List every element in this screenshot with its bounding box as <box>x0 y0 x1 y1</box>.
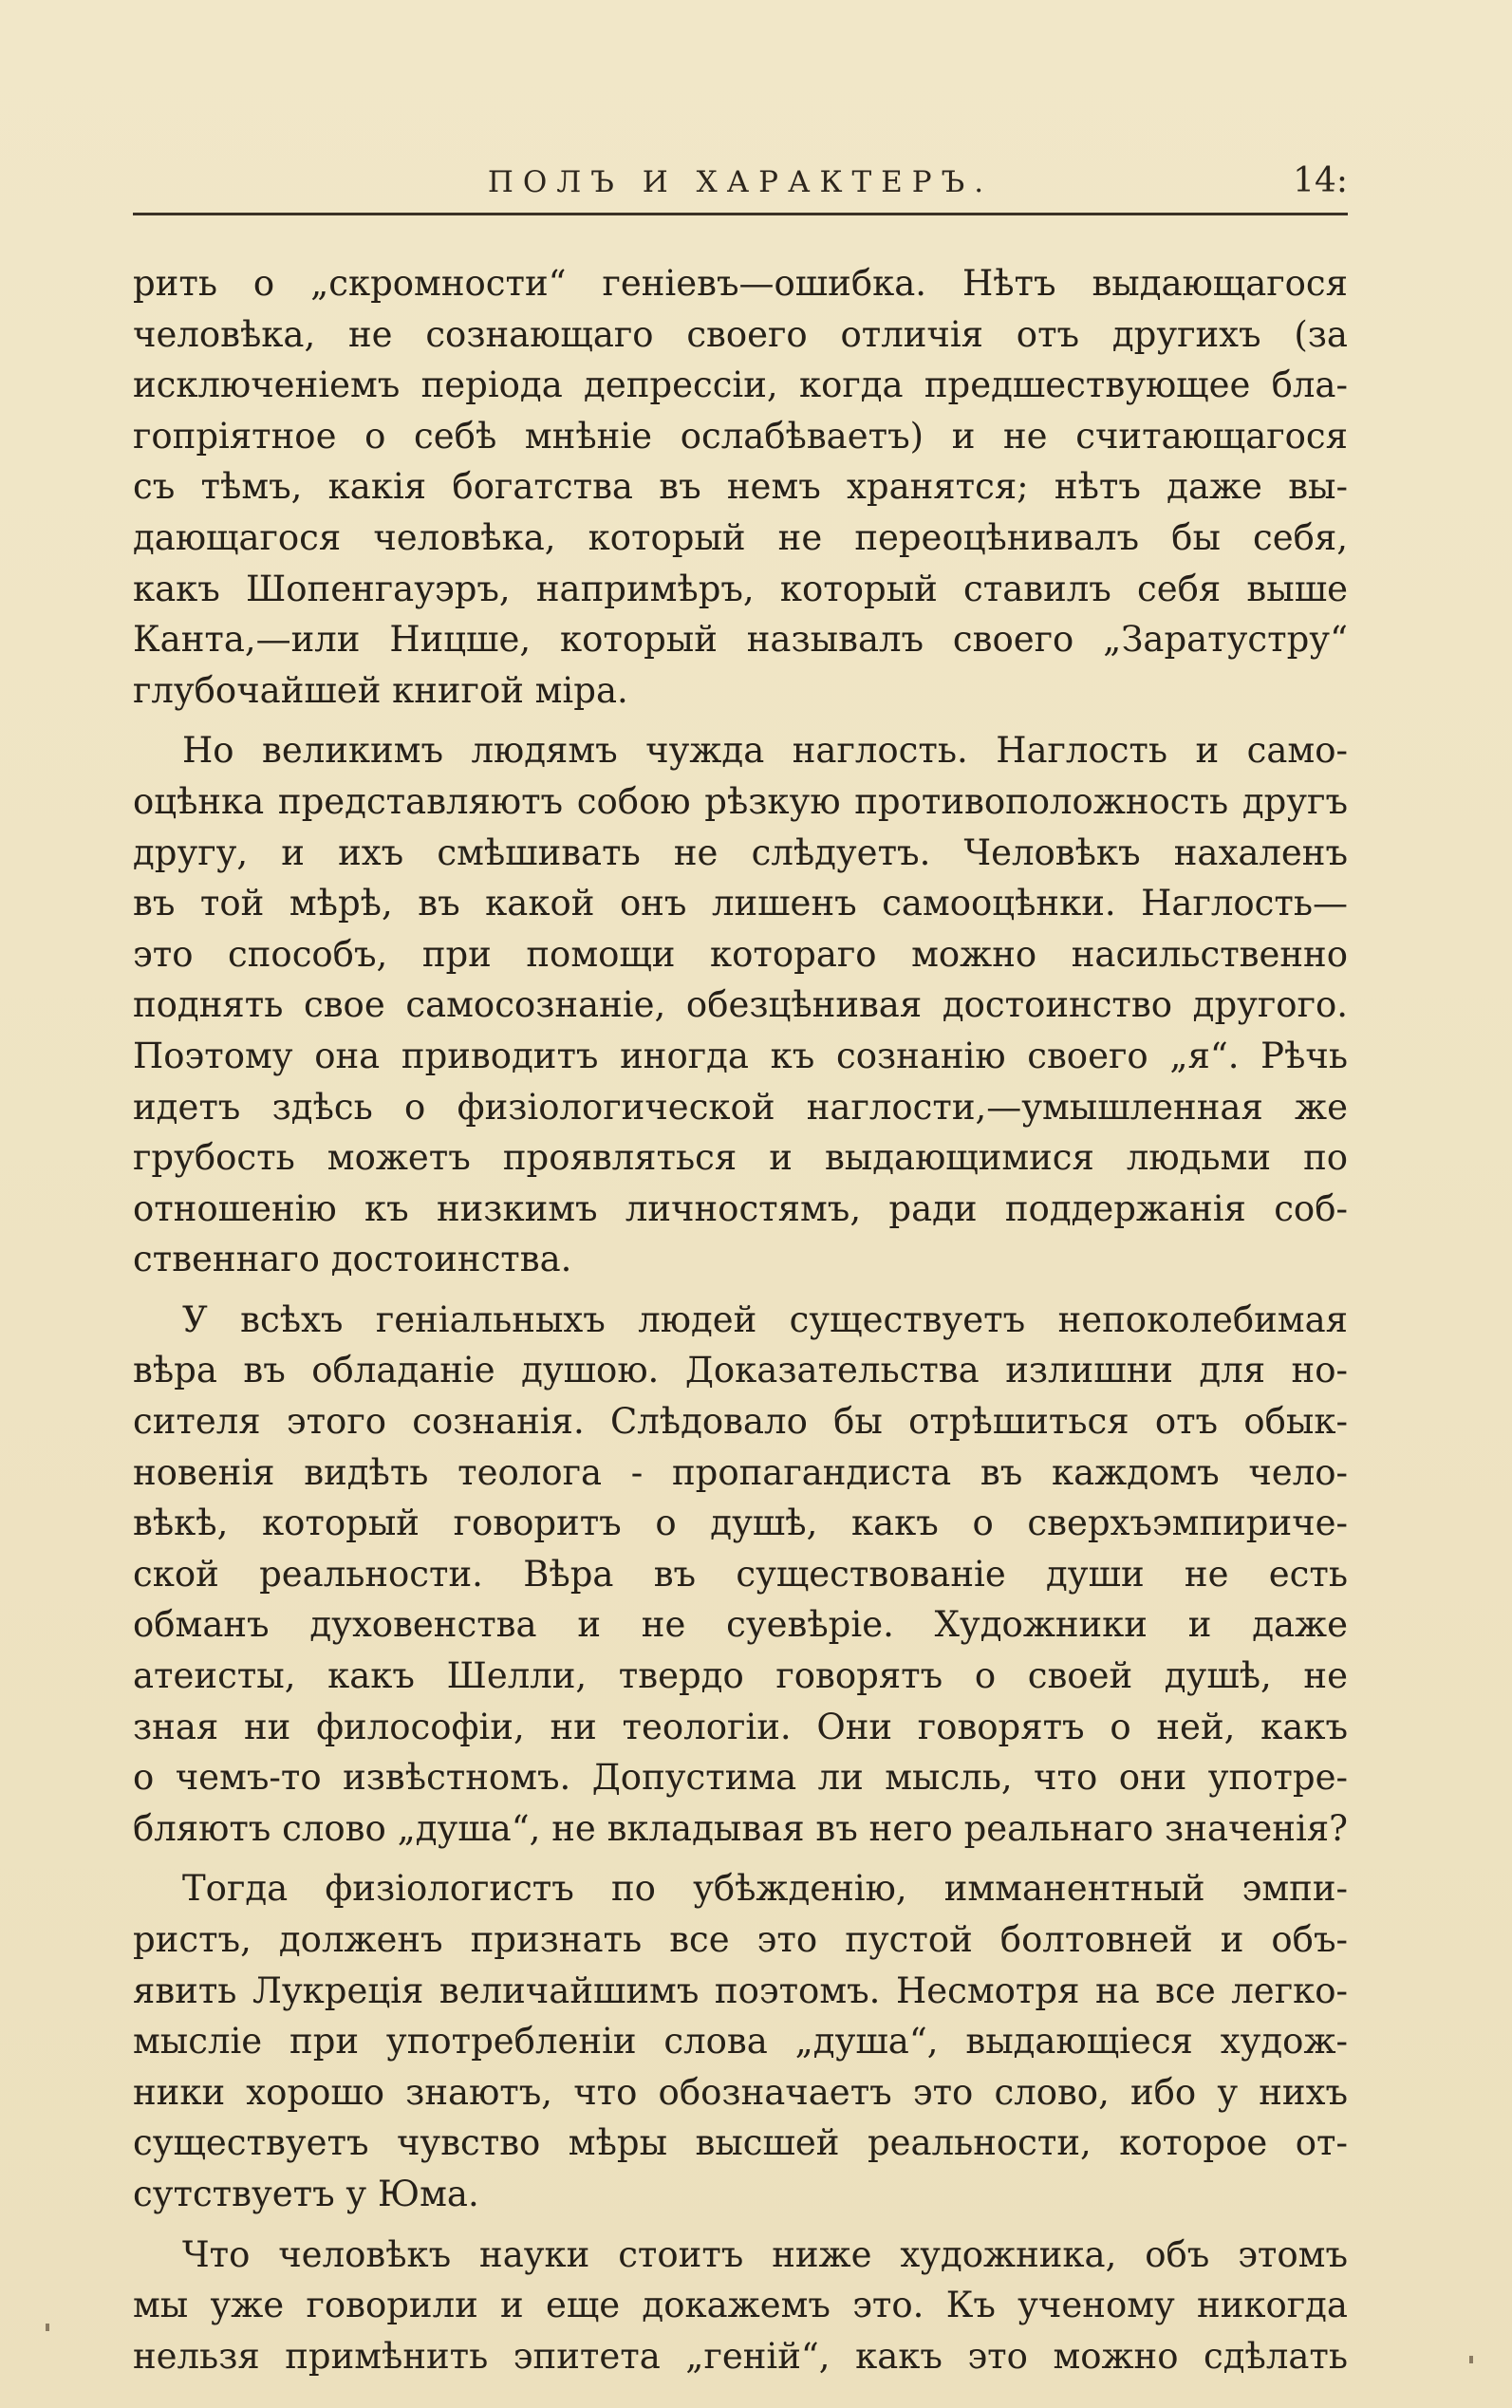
page-number: 14: <box>1293 161 1348 200</box>
print-speck <box>1469 2356 1473 2363</box>
text-line: отношенію къ низкимъ личностямъ, ради поддержанія соб- <box>133 1187 1348 1229</box>
text-line: мы уже говорили и еще докажемъ это. Къ ученому никогда <box>133 2285 1348 2326</box>
text-line: нельзя примѣнить эпитета „геній“, какъ это можно сдѣлать <box>133 2335 1348 2377</box>
text-line: Что человѣкъ науки стоитъ ниже художника, объ этомъ <box>182 2233 1348 2275</box>
text-line: бляютъ слово „душа“, не вкладывая въ него реальнаго значенія? <box>133 1807 1348 1849</box>
running-head <box>133 161 1348 207</box>
text-line: новенія видѣть теолога - пропагандиста въ каждомъ чело- <box>133 1451 1348 1493</box>
body-text <box>133 258 1348 2381</box>
text-line: идетъ здѣсь о физіологической наглости,—умышленная же <box>133 1086 1348 1128</box>
text-line: обманъ духовенства и не суевѣріе. Художники и даже <box>133 1604 1348 1646</box>
text-line: зная ни философіи, ни теологіи. Они говорятъ о ней, какъ <box>133 1706 1348 1747</box>
header-rule <box>133 213 1348 215</box>
text-line: вѣра въ обладаніе душою. Доказательства излишни для но- <box>133 1350 1348 1391</box>
text-line: оцѣнка представляютъ собою рѣзкую противоположность другъ <box>133 780 1348 822</box>
text-line: явить Лукреція величайшимъ поэтомъ. Несмотря на все легко- <box>133 1969 1348 2011</box>
text-line: Поэтому она приводитъ иногда къ сознанію своего „я“. Рѣчь <box>133 1035 1348 1076</box>
text-line: вѣкѣ, который говоритъ о душѣ, какъ о сверхъэмпириче- <box>133 1503 1348 1544</box>
text-line: дающагося человѣка, который не переоцѣнивалъ бы себя, <box>133 516 1348 558</box>
text-line: о чемъ-то извѣстномъ. Допустима ли мысль, что они употре- <box>133 1757 1348 1799</box>
paragraph-1 <box>133 258 1348 716</box>
text-line: ской реальности. Вѣра въ существованіе души не есть <box>133 1553 1348 1595</box>
text-line: съ тѣмъ, какія богатства въ немъ хранятся; нѣтъ даже вы- <box>133 466 1348 508</box>
text-line: въ той мѣрѣ, въ какой онъ лишенъ самооцѣнки. Наглость— <box>133 883 1348 924</box>
text-line: Тогда физіологистъ по убѣжденію, имманентный эмпи- <box>182 1868 1348 1910</box>
text-line: У всѣхъ геніальныхъ людей существуетъ непоколебимая <box>182 1298 1348 1340</box>
paragraph-gap <box>133 716 1348 725</box>
text-line: существуетъ чувство мѣры высшей реальности, которое от- <box>133 2122 1348 2164</box>
text-line: ристъ, долженъ признать все это пустой болтовней и объ- <box>133 1919 1348 1960</box>
text-line: какъ Шопенгауэръ, напримѣръ, который ставилъ себя выше <box>133 568 1348 609</box>
text-line: Канта,—или Ницше, который называлъ своего „Заратустру“ <box>133 619 1348 661</box>
text-line: исключеніемъ періода депрессіи, когда предшествующее бла- <box>133 364 1348 406</box>
text-line: поднять свое самосознаніе, обезцѣнивая достоинство другого. <box>133 984 1348 1026</box>
text-line: мысліе при употребленіи слова „душа“, выдающіеся худож- <box>133 2021 1348 2063</box>
paragraph-gap <box>133 1285 1348 1295</box>
print-speck <box>46 2324 49 2331</box>
paragraph-gap <box>133 2220 1348 2230</box>
paragraph-2 <box>133 725 1348 1285</box>
paragraph-gap <box>133 1854 1348 1863</box>
text-line: человѣка, не сознающаго своего отличія отъ другихъ (за <box>133 313 1348 355</box>
text-line: рить о „скромности“ геніевъ—ошибка. Нѣтъ выдающагося <box>133 263 1348 304</box>
text-line: Но великимъ людямъ чужда наглость. Наглость и само- <box>182 730 1348 772</box>
text-line: гопріятное о себѣ мнѣніе ослабѣваетъ) и не считающагося <box>133 415 1348 457</box>
text-line: сителя этого сознанія. Слѣдовало бы отрѣшиться отъ обык- <box>133 1401 1348 1443</box>
text-line: другу, и ихъ смѣшивать не слѣдуетъ. Человѣкъ нахаленъ <box>133 831 1348 873</box>
text-line: это способъ, при помощи котораго можно насильственно <box>133 933 1348 975</box>
text-line: сутствуетъ у Юма. <box>133 2173 479 2214</box>
paragraph-3 <box>133 1295 1348 1855</box>
text-line: грубость можетъ проявляться и выдающимися людьми по <box>133 1137 1348 1179</box>
paragraph-4 <box>133 1863 1348 2219</box>
running-title: ПОЛЪ И ХАРАКТЕРЪ. <box>487 165 994 199</box>
text-line: ники хорошо знаютъ, что обозначаетъ это слово, ибо у нихъ <box>133 2071 1348 2113</box>
paragraph-5 <box>133 2230 1348 2382</box>
text-line: глубочайшей книгой міра. <box>133 669 628 711</box>
text-line: ственнаго достоинства. <box>133 1239 572 1280</box>
text-line: атеисты, какъ Шелли, твердо говорятъ о своей душѣ, не <box>133 1655 1348 1697</box>
